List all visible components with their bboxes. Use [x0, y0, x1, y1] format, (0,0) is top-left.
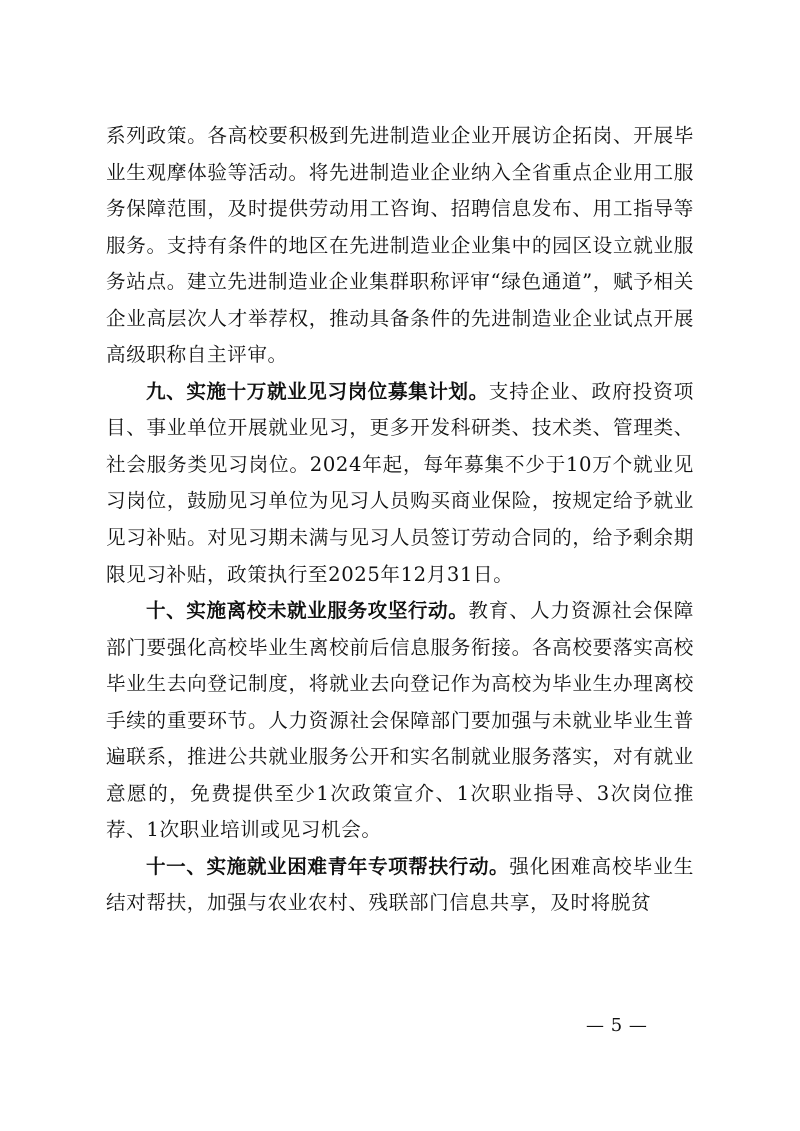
paragraph-continued-policy [106, 118, 694, 374]
paragraph-text: 支持企业、政府投资项目、事业单位开展就业见习，更多开发科研类、技术类、管理类、社会服务类见习岗位。2024年起，每年募集不少于10万个就业见习岗位，鼓励见习单位为见习人员购买商业保险，按规定给予就业见习补贴。对见习期未满与见习人员签订劳动合同的，给予剩余期限见习补贴，政策执行至2025年12月31日。 [106, 379, 694, 586]
paragraph-text: 强化困难高校毕业生结对帮扶，加强与农业农村、残联部门信息共享，及时将脱贫 [106, 854, 694, 915]
section-heading: 九、实施十万就业见习岗位募集计划。 [146, 379, 489, 403]
section-heading: 十一、实施就业困难青年专项帮扶行动。 [146, 854, 510, 878]
body-text [106, 118, 694, 922]
page-number: — 5 — [586, 1015, 648, 1036]
section-heading: 十、实施离校未就业服务攻坚行动。 [146, 599, 469, 623]
paragraph-section-9 [106, 374, 694, 593]
paragraph-section-11 [106, 849, 694, 922]
paragraph-section-10 [106, 593, 694, 849]
paragraph-text: 系列政策。各高校要积极到先进制造业企业开展访企拓岗、开展毕业生观摩体验等活动。将先进制造业企业纳入全省重点企业用工服务保障范围，及时提供劳动用工咨询、招聘信息发布、用工指导等服务。支持有条件的地区在先进制造业企业集中的园区设立就业服务站点。建立先进制造业企业集群职称评审“绿色通道”，赋予相关企业高层次人才举荐权，推动具备条件的先进制造业企业试点开展高级职称自主评审。 [106, 124, 694, 367]
paragraph-text: 教育、人力资源社会保障部门要强化高校毕业生离校前后信息服务衔接。各高校要落实高校毕业生去向登记制度，将就业去向登记作为高校为毕业生办理离校手续的重要环节。人力资源社会保障部门要加强与未就业毕业生普遍联系，推进公共就业服务公开和实名制就业服务落实，对有就业意愿的，免费提供至少1次政策宣介、1次职业指导、3次岗位推荐、1次职业培训或见习机会。 [106, 599, 694, 842]
